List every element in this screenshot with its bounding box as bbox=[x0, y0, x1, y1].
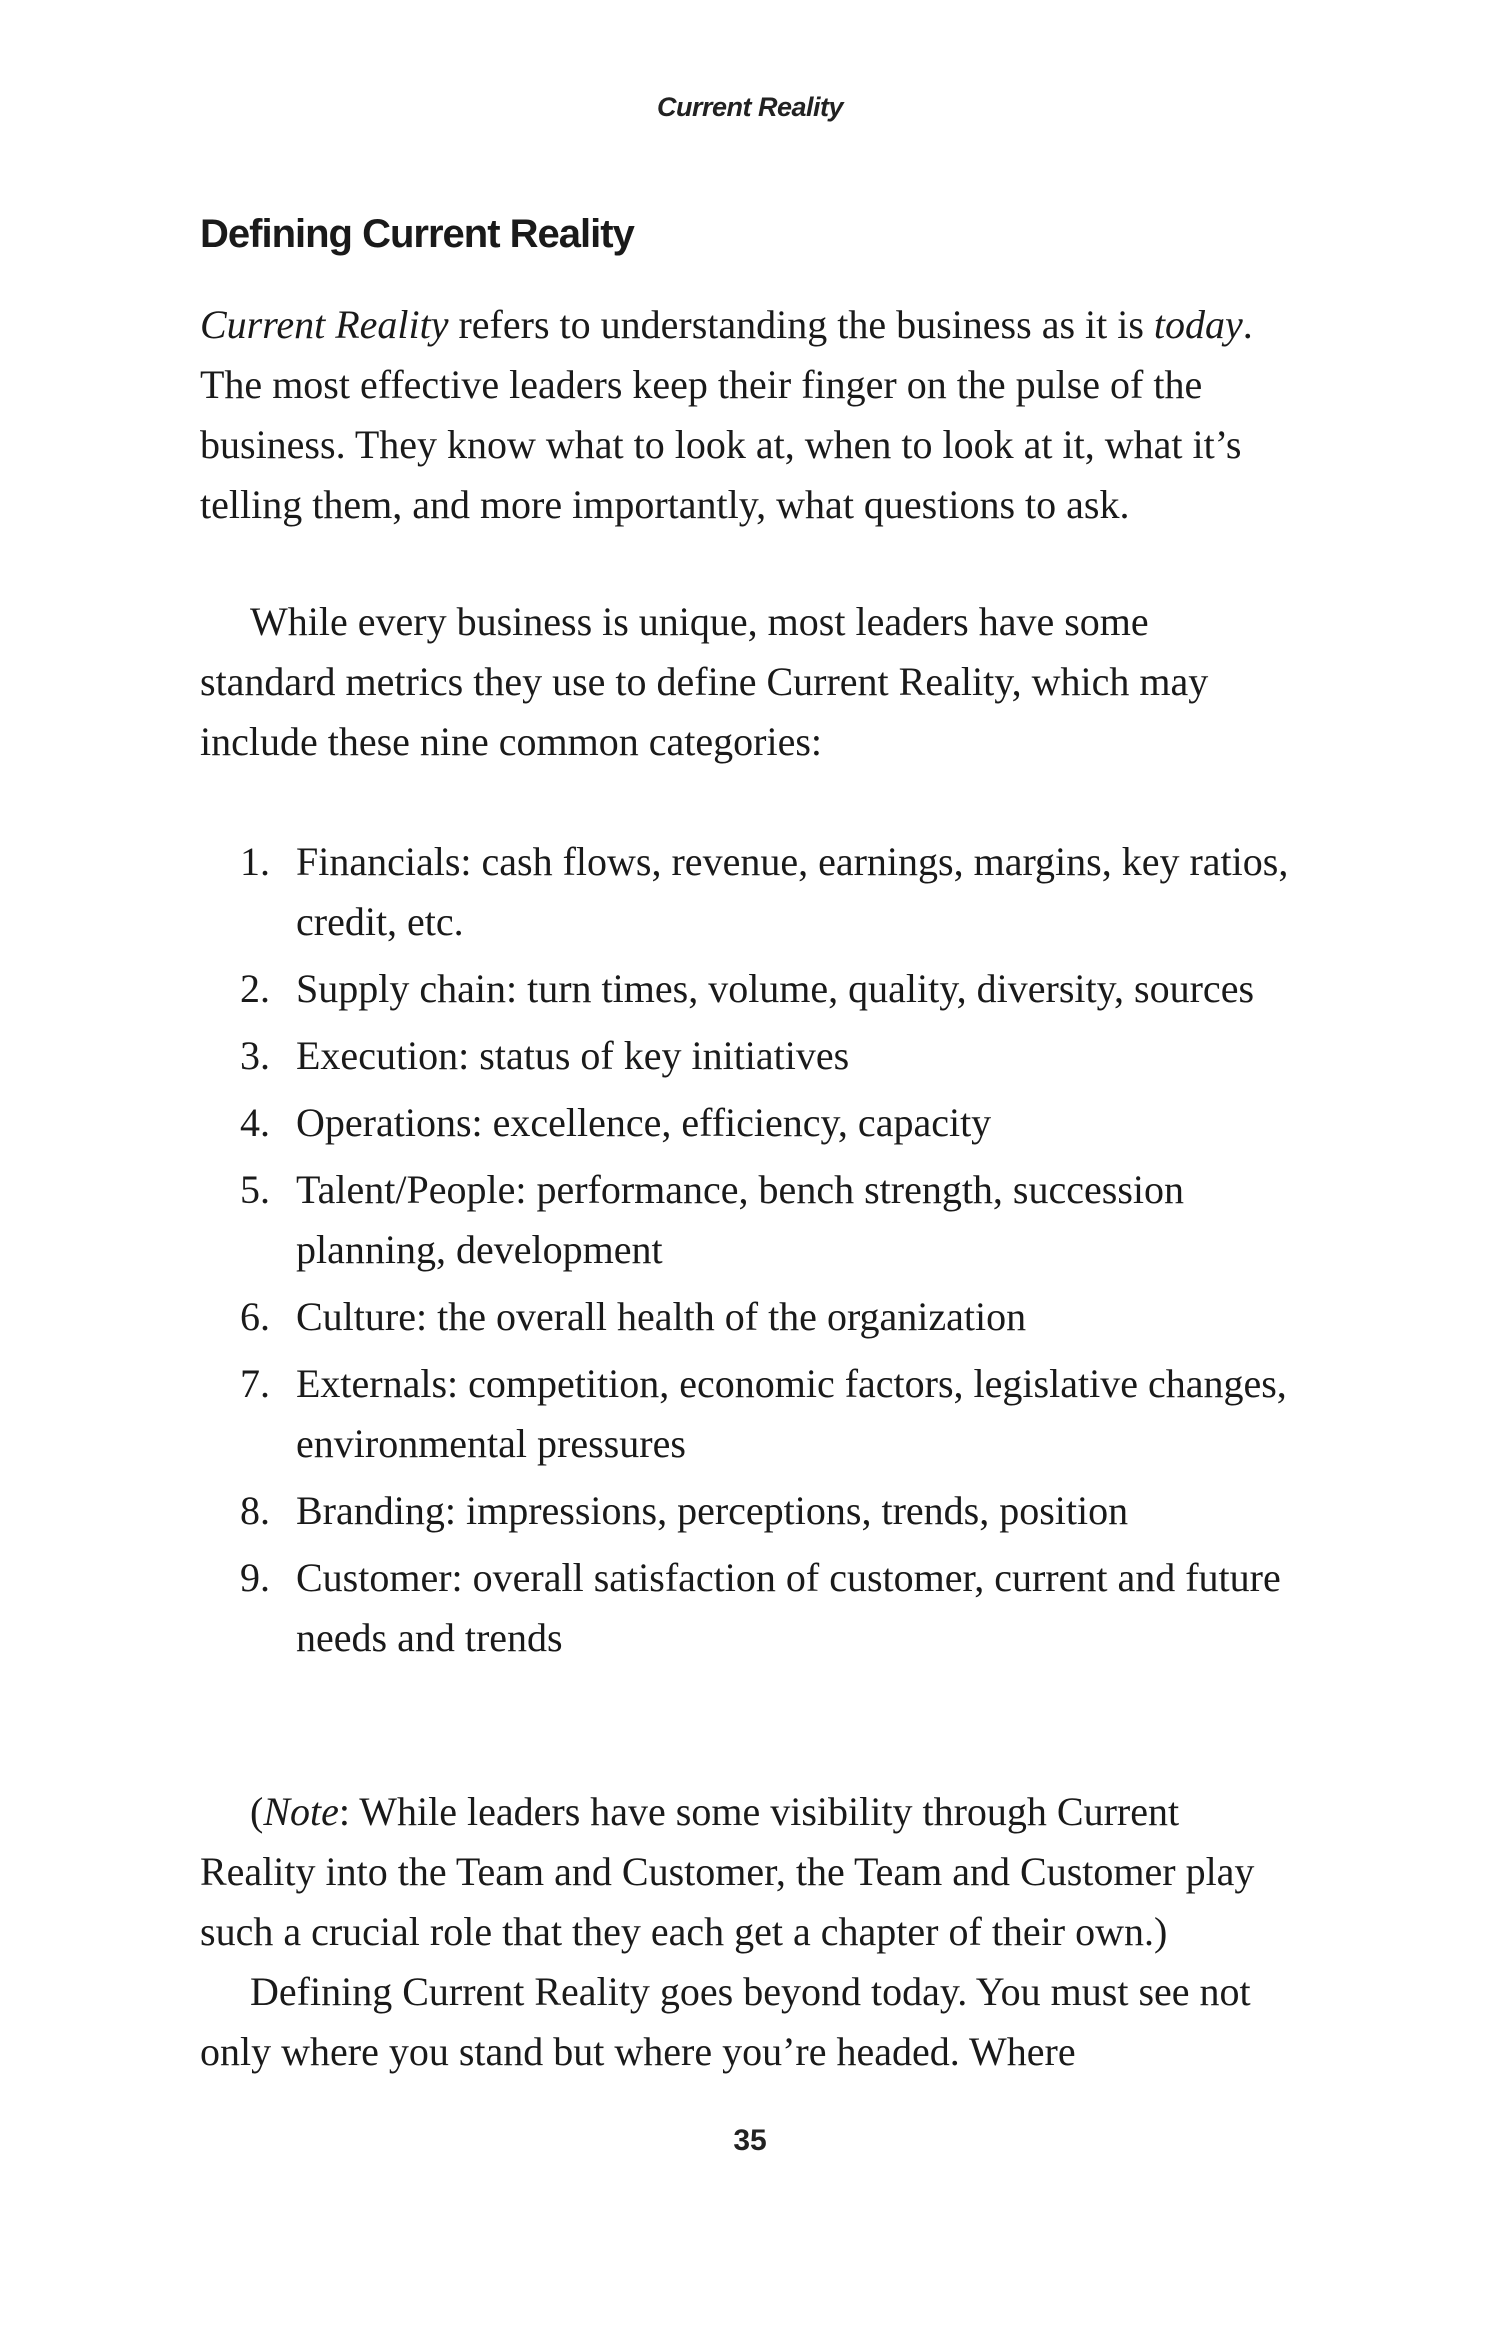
running-head: Current Reality bbox=[656, 92, 844, 122]
list-item-number: 7. bbox=[240, 1361, 270, 1406]
list-item-number: 8. bbox=[240, 1488, 270, 1533]
section-title: Defining Current Reality bbox=[200, 212, 634, 256]
list-item bbox=[200, 1481, 1292, 1541]
page-number: 35 bbox=[733, 2124, 767, 2157]
paragraph-definition-text-a: refers to understanding the business as it is bbox=[448, 302, 1154, 347]
note-label: Note bbox=[263, 1789, 339, 1834]
list-item bbox=[200, 1093, 1292, 1153]
note-open-paren: ( bbox=[250, 1789, 264, 1834]
list-item-number: 9. bbox=[240, 1555, 270, 1600]
list-item-number: 4. bbox=[240, 1100, 270, 1145]
categories-list bbox=[200, 832, 1292, 1675]
list-item-text: Supply chain: turn times, volume, quality, diversity, sources bbox=[296, 966, 1255, 1011]
term-current-reality: Current Reality bbox=[200, 302, 449, 347]
paragraph-note bbox=[200, 1782, 1292, 1962]
term-today: today bbox=[1153, 302, 1243, 347]
list-item-number: 1. bbox=[240, 839, 270, 884]
list-item-text: Branding: impressions, perceptions, trends, position bbox=[296, 1488, 1129, 1533]
list-item-text: Execution: status of key initiatives bbox=[296, 1033, 850, 1078]
list-item-number: 6. bbox=[240, 1294, 270, 1339]
paragraph-definition bbox=[200, 295, 1292, 535]
list-item-text: Operations: excellence, efficiency, capacity bbox=[296, 1100, 992, 1145]
list-item-text: Externals: competition, economic factors, legislative changes, environmental pressures bbox=[296, 1361, 1287, 1466]
list-item-text: Culture: the overall health of the organization bbox=[296, 1294, 1027, 1339]
list-item bbox=[200, 832, 1292, 952]
list-item-text: Talent/People: performance, bench strength, succession planning, development bbox=[296, 1167, 1185, 1272]
paragraph-beyond-today: Defining Current Reality goes beyond today. You must see not only where you stand but where you’re headed. Where bbox=[200, 1969, 1251, 2074]
paragraph-metrics-intro: While every business is unique, most leaders have some standard metrics they use to define Current Reality, which may include these nine common categories: bbox=[200, 599, 1209, 764]
list-item-number: 2. bbox=[240, 966, 270, 1011]
list-item bbox=[200, 1160, 1292, 1280]
list-item-number: 5. bbox=[240, 1167, 270, 1212]
list-item bbox=[200, 1287, 1292, 1347]
paragraph-definition-text-b: . The most effective leaders keep their finger on the pulse of the business. They know what to look at, when to look at it, what it’s telling them, and more importantly, what questions to ask. bbox=[200, 302, 1253, 527]
list-item bbox=[200, 1354, 1292, 1474]
list-item-number: 3. bbox=[240, 1033, 270, 1078]
list-item bbox=[200, 1548, 1292, 1668]
list-item bbox=[200, 1026, 1292, 1086]
note-text: : While leaders have some visibility through Current Reality into the Team and Customer, the Team and Customer play such a crucial role that they each get a chapter of their own.) bbox=[200, 1789, 1255, 1954]
list-item-text: Financials: cash flows, revenue, earnings, margins, key ratios, credit, etc. bbox=[296, 839, 1289, 944]
list-item-text: Customer: overall satisfaction of customer, current and future needs and trends bbox=[296, 1555, 1281, 1660]
list-item bbox=[200, 959, 1292, 1019]
